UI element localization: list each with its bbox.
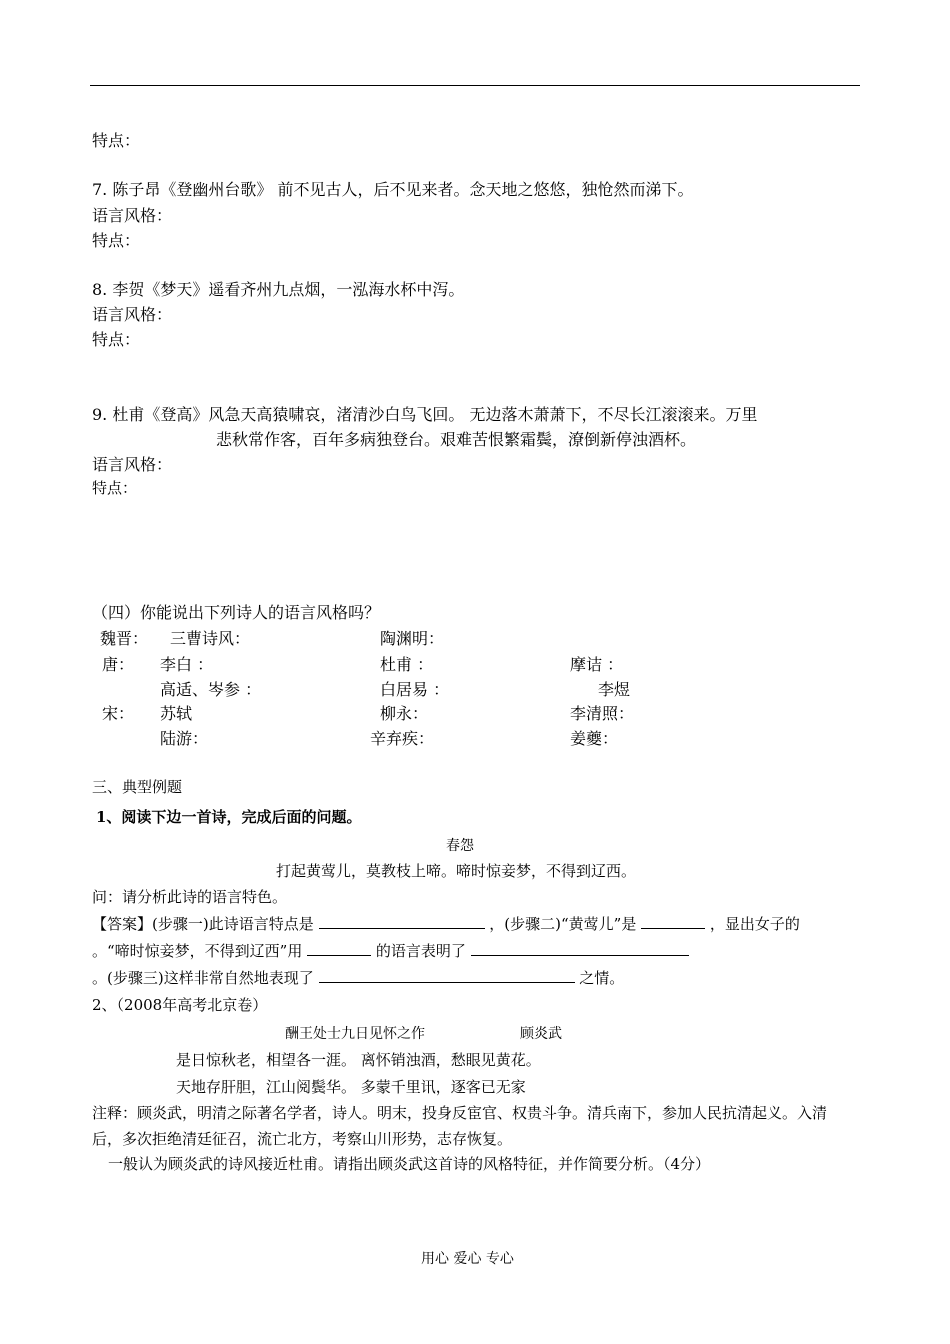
header-rule	[90, 85, 860, 86]
q1-question: 问：请分析此诗的语言特色。	[92, 888, 288, 906]
answer-quote: 。“啼时惊妾梦，不得到辽西”用	[92, 942, 303, 960]
q7-heading: 7. 陈子昂《登幽州台歌》 前不见古人，后不见来者。念天地之悠悠，独怆然而涕下。	[92, 180, 694, 199]
answer-blank-4[interactable]	[471, 940, 689, 956]
q8-style-label: 语言风格：	[92, 305, 173, 324]
answer-line-2	[92, 940, 689, 961]
poem2-line1: 是日惊秋老，相望各一涯。 离怀销浊酒，愁眼见黄花。	[176, 1051, 541, 1069]
answer-blank-1[interactable]	[319, 913, 485, 929]
q9-style-label: 语言风格：	[92, 455, 173, 474]
answer-line-3	[92, 967, 624, 988]
poet-dufu: 杜甫 ：	[380, 655, 434, 674]
poem2-author: 顾炎武	[520, 1026, 562, 1042]
q2-heading: 2、（2008年高考北京卷）	[92, 996, 268, 1014]
answer-shows: 的语言表明了	[375, 942, 466, 960]
q7-style-label: 语言风格：	[92, 206, 173, 225]
answer-end: 之情。	[579, 969, 625, 987]
page-footer: 用心 爱心 专心	[421, 1251, 514, 1267]
answer-blank-3[interactable]	[307, 940, 371, 956]
q8-tedian-label: 特点：	[92, 330, 141, 349]
poem1-title: 春怨	[446, 838, 474, 854]
poet-mojie: 摩诘 ：	[570, 655, 624, 674]
era-song: 宋：	[102, 704, 135, 723]
poem2-title: 酬王处士九日见怀之作	[285, 1026, 425, 1042]
poem2-note-line2: 后，多次拒绝清廷征召，流亡北方，考察山川形势，志存恢复。	[92, 1130, 513, 1148]
q1-heading: 1、阅读下边一首诗，完成后面的问题。	[96, 808, 362, 826]
q6-tedian-label: 特点：	[92, 131, 141, 150]
poet-taoyuanming: 陶渊明：	[380, 629, 445, 648]
era-tang: 唐：	[102, 655, 135, 674]
q9-tedian-label: 特点：	[92, 479, 138, 497]
poet-sancao: 三曹诗风：	[170, 629, 251, 648]
q8-heading: 8. 李贺《梦天》遥看齐州九点烟，一泓海水杯中泻。	[92, 280, 465, 299]
poet-libai: 李白 ：	[160, 655, 214, 674]
poet-sushi: 苏轼	[160, 704, 193, 723]
poet-liqingzhao: 李清照：	[570, 704, 635, 723]
q7-tedian-label: 特点：	[92, 231, 141, 250]
era-weijin: 魏晋：	[100, 629, 149, 648]
sec3-title: 三、典型例题	[92, 778, 183, 796]
answer-step3: 。(步骤三)这样非常自然地表现了	[92, 969, 314, 987]
poem2-line2: 天地存肝胆，江山阅鬓华。 多蒙千里讯，逐客已无家	[176, 1078, 526, 1096]
poet-xinqiji: 辛弃疾：	[370, 729, 435, 748]
poet-liuyong: 柳永：	[380, 704, 429, 723]
q2-task: 一般认为顾炎武的诗风接近杜甫。请指出顾炎武这首诗的风格特征，并作简要分析。（4分）	[108, 1155, 711, 1173]
poem1-text: 打起黄莺儿，莫教枝上啼。啼时惊妾梦，不得到辽西。	[276, 862, 637, 880]
answer-step2: ，(步骤二)“黄莺儿”是	[489, 915, 637, 933]
sec4-title: （四）你能说出下列诗人的语言风格吗？	[92, 603, 381, 622]
answer-tail: ，显出女子的	[709, 915, 800, 933]
poet-baijuyi: 白居易 ：	[380, 680, 450, 699]
poet-jiangkui: 姜夔：	[570, 729, 619, 748]
answer-blank-2[interactable]	[641, 913, 705, 929]
q9-heading: 9. 杜甫《登高》风急天高猿啸哀，渚清沙白鸟飞回。 无边落木萧萧下，不尽长江滚滚来。万里	[92, 405, 758, 424]
answer-line-1	[92, 913, 800, 934]
poet-gaoshi: 高适、岑参 ：	[160, 680, 262, 699]
q9-poem-line2: 悲秋常作客，百年多病独登台。艰难苦恨繁霜鬓，潦倒新停浊酒杯。	[216, 430, 697, 449]
answer-blank-5[interactable]	[319, 967, 575, 983]
poem2-note-line1: 注释：顾炎武，明清之际著名学者，诗人。明末，投身反宦官、权贵斗争。清兵南下，参加人民抗清起义。入清	[92, 1104, 828, 1122]
poet-luyou: 陆游：	[160, 729, 209, 748]
answer-step1: 【答案】(步骤一)此诗语言特点是	[92, 915, 314, 933]
poet-liyu: 李煜	[598, 680, 631, 699]
